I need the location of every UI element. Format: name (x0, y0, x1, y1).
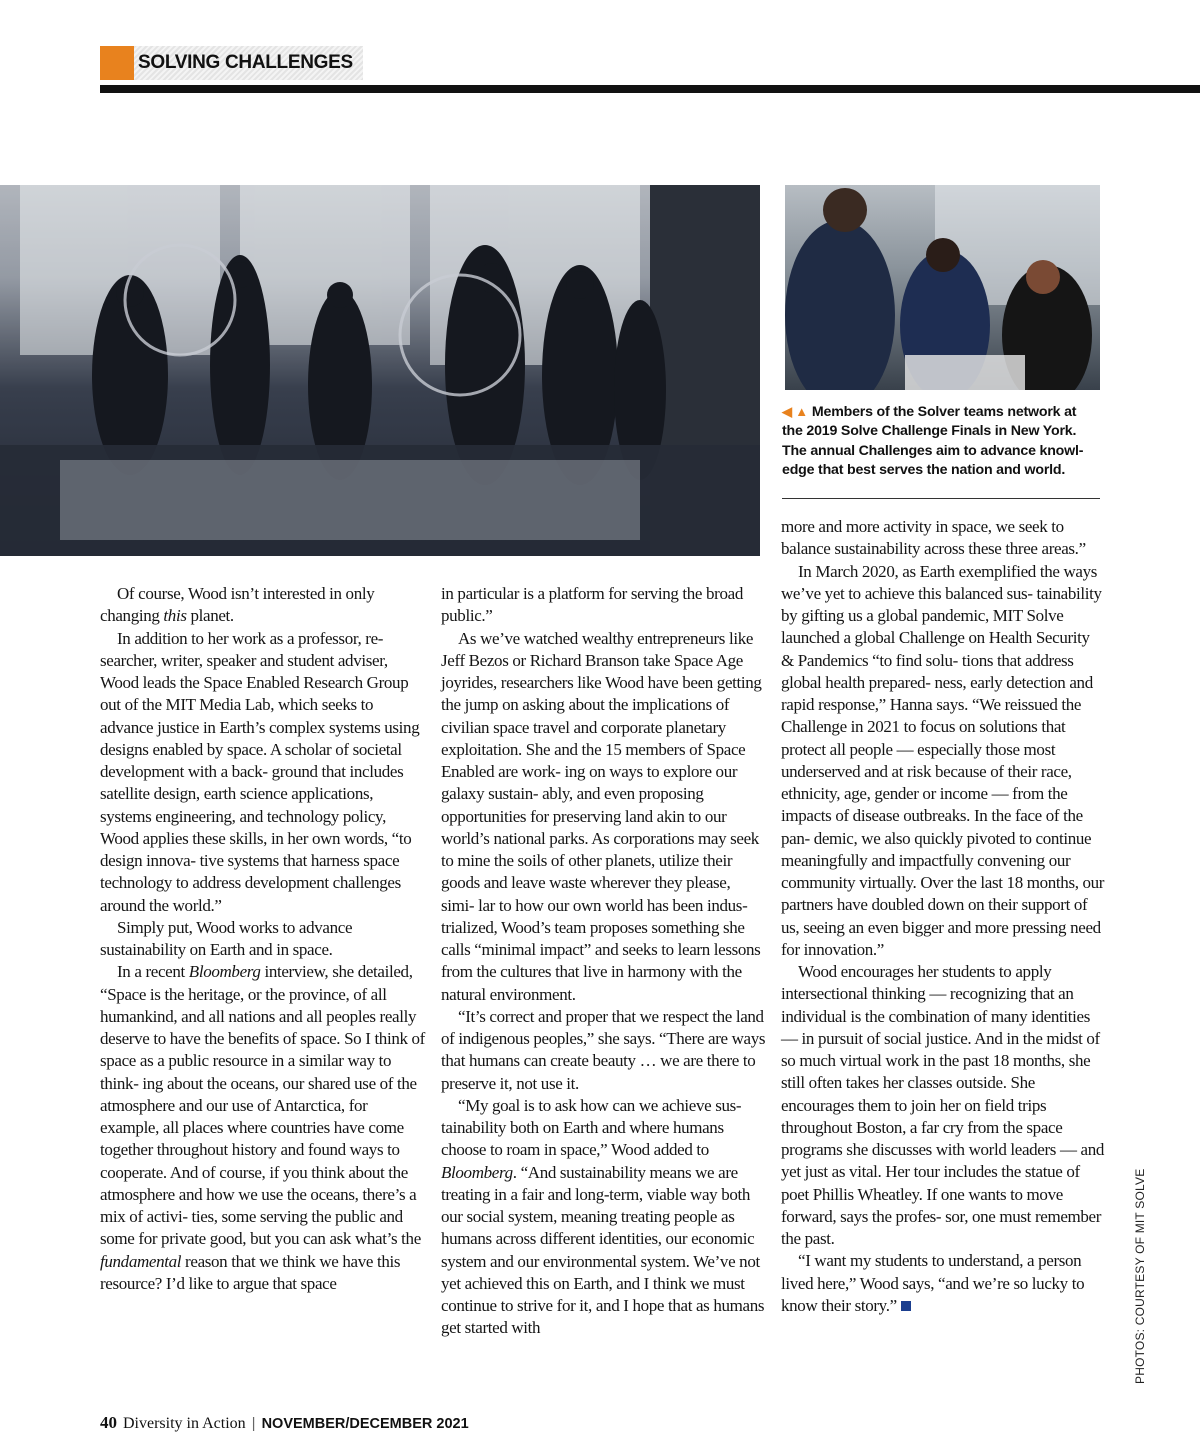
article-paragraph: more and more activity in space, we seek to balance sustainability across these three areas.” (781, 517, 1086, 559)
issue-date: NOVEMBER/DECEMBER 2021 (261, 1416, 469, 1432)
article-paragraph: In a recent Bloomberg interview, she detailed, “Space is the heritage, or the province, of all humankind, and all nations and all peoples really deserve to have the benefits of space. So I think of space as a public resource in a similar way to think- ing about the oceans, our shared use of the atmosphere and our use of Antarctica, for example, all places where countries have come together throughout history and found ways to cooperate. And of course, if you think about the atmosphere and how we use the oceans, there’s a mix of activi- ties, some serving the public and some for private good, but you can ask what’s the fundamental reason that we think we have this resource? I’d like to argue that space (100, 962, 425, 1293)
article-paragraph: “My goal is to ask how can we achieve sus- tainability both on Earth and where humans choose to roam in space,” Wood added to Bloomberg. “And sustainability means we are treating in a fair and long-term, viable way both our social system, meaning treating people as humans across different identities, our economic system and our environmental system. We’ve not yet achieved this on Earth, and I think we must continue to strive for it, and I hope that as humans get started with (441, 1095, 765, 1338)
page-number: 40 (100, 1413, 117, 1432)
article-column-3 (781, 516, 1106, 1317)
article-paragraph: In addition to her work as a professor, re- searcher, writer, speaker and student adviser, Wood leads the Space Enabled Research Group out of the MIT Media Lab, which seeks to advance justice in Earth’s complex systems using designs enabled by space. A scholar of societal development with a back- ground that includes satellite design, earth science applications, systems engineering, and technology policy, Wood applies these skills, in her own words, “to design innova- tive systems that harness space technology to address development challenges around the world.” (100, 628, 420, 915)
photo-caption: ◀ ▲ Members of the Solver teams network at the 2019 Solve Challenge Finals in New York. The annual Challenges aim to advance knowl- edge that best serves the nation and world. (782, 404, 1084, 478)
article-paragraph: in particular is a platform for serving the broad public.” (441, 584, 743, 626)
article-paragraph: In March 2020, as Earth exemplified the ways we’ve yet to achieve this balanced sus- tainability by gifting us a global pandemic, MIT Solve launched a global Challenge on Health Security & Pandemics “to find solu- tions that address global health prepared- ness, early detection and rapid response,” Hanna says. “We reissued the Challenge in 2021 to focus on solutions that protect all people — especially those most underserved and at risk because of their race, ethnicity, age, gender or income — from the impacts of disease outbreaks. In the face of the pan- demic, we also quickly pivoted to continue meaningfully and impactfully convening our community virtually. Over the last 18 months, our partners have doubled down on their support of us, seeing an even bigger and more pressing need for innovation.” (781, 561, 1105, 959)
article-column-2 (441, 583, 766, 1340)
event-photo-main (0, 185, 760, 556)
caption-rule (782, 498, 1100, 499)
section-color-tag (100, 46, 134, 80)
photo-image-icon (0, 185, 760, 556)
footer-separator: | (251, 1415, 256, 1432)
article-paragraph: “I want my students to understand, a person lived here,” Wood says, “and we’re so lucky to know their story.” (781, 1251, 1085, 1315)
article-paragraph: Wood encourages her students to apply intersectional thinking — recognizing that an individual is the combination of many identities — in pursuit of social justice. And in the midst of so much virtual work in the past 18 months, she still often takes her classes outside. She encourages them to join her on field trips throughout Boston, a far cry from the space programs she discusses with world leaders — and yet just as vital. Her tour includes the statue of poet Phillis Wheatley. If one wants to move forward, says the profes- sor, one must remember the past. (781, 962, 1105, 1248)
article-paragraph: Of course, Wood isn’t interested in only changing this planet. (100, 584, 375, 626)
article-paragraph: Simply put, Wood works to advance sustainability on Earth and in space. (100, 917, 353, 959)
photo-credit: PHOTOS: COURTESY OF MIT SOLVE (1133, 1168, 1147, 1384)
end-of-article-icon (901, 1301, 911, 1311)
event-photo-secondary (785, 185, 1100, 390)
section-header (100, 46, 363, 80)
article-paragraph: “It’s correct and proper that we respect the land of indigenous peoples,” she says. “There are ways that humans can create beauty … we are there to preserve it, not use it. (441, 1006, 766, 1093)
page-footer (100, 1413, 469, 1433)
caption-arrows-icon: ◀ ▲ (782, 404, 808, 419)
section-label: SOLVING CHALLENGES (134, 46, 363, 80)
publication-name: Diversity in Action (123, 1415, 246, 1432)
article-paragraph: As we’ve watched wealthy entrepreneurs like Jeff Bezos or Richard Branson take Space Age joyrides, researchers like Wood have been getting the jump on asking about the implications of civilian space travel and corporate planetary exploitation. She and the 15 members of Space Enabled are work- ing on ways to explore our galaxy sustain- ably, and even proposing opportunities for preserving land akin to our world’s national parks. As corporations may seek to mine the soils of other planets, utilize their goods and leave waste wherever they please, simi- lar to how our own world has been indus- trialized, Wood’s team proposes something she calls “minimal impact” and seeks to learn lessons from the cultures that live in harmony with the natural environment. (441, 628, 762, 1004)
article-column-1 (100, 583, 425, 1295)
header-rule (100, 85, 1200, 93)
photo-image-icon (785, 185, 1100, 390)
